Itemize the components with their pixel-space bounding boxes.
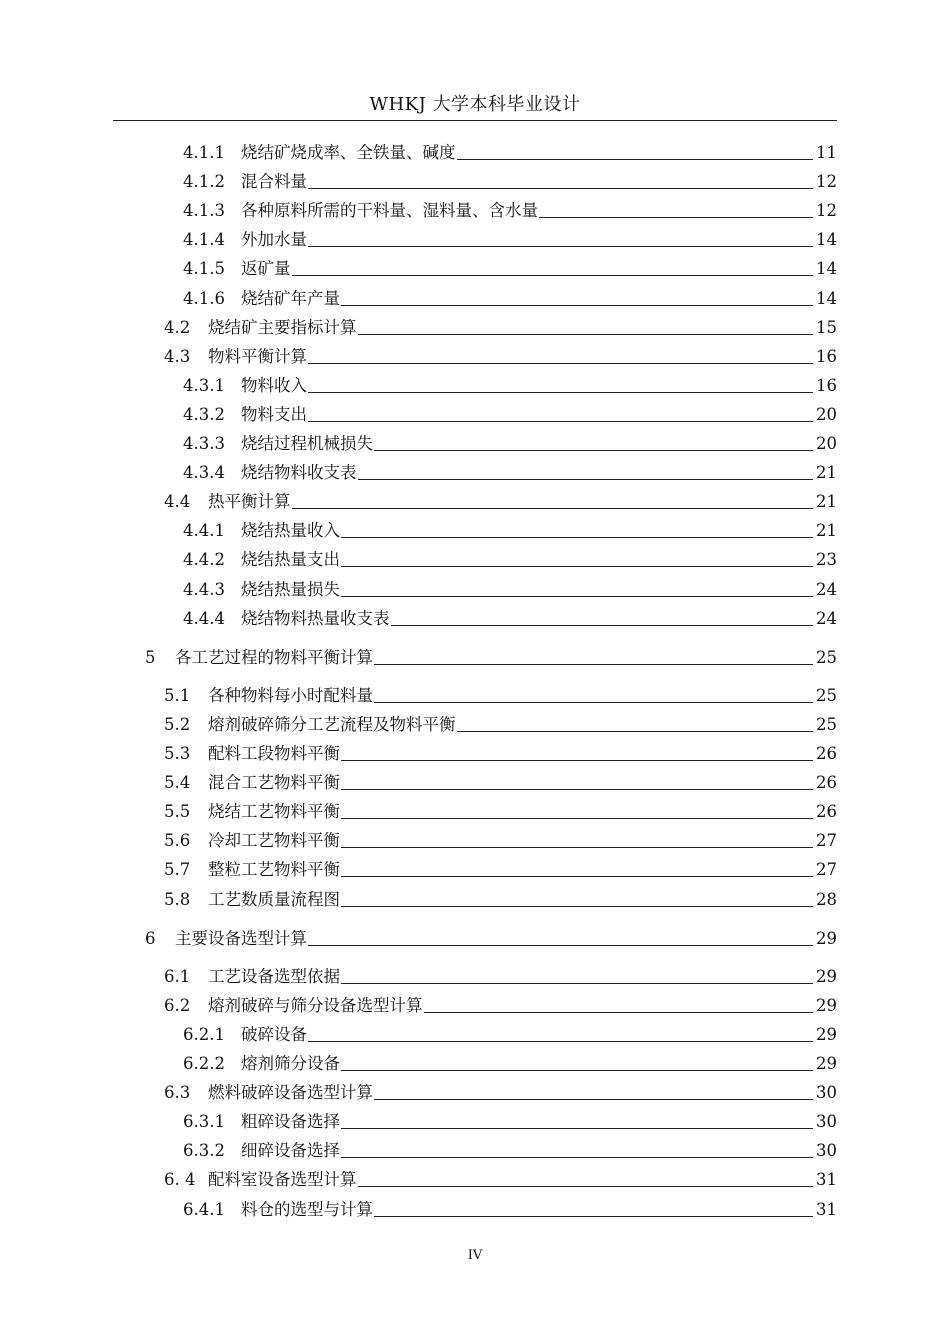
toc-entry-page: 11 — [816, 143, 837, 162]
toc-entry[interactable] — [183, 135, 837, 164]
toc-entry[interactable] — [183, 222, 837, 251]
toc-entry-page: 14 — [816, 288, 837, 308]
toc-entry[interactable] — [183, 368, 837, 397]
toc-entry-title: 物料收入 — [241, 375, 307, 395]
toc-entry[interactable] — [183, 1046, 837, 1075]
toc-entry-title: 各种物料每小时配料量 — [208, 685, 373, 705]
toc-entry[interactable] — [183, 601, 837, 630]
toc-leader-line — [308, 945, 813, 946]
toc-entry[interactable] — [164, 852, 837, 881]
toc-entry-number: 4.1.6 — [183, 288, 225, 308]
toc-entry-title: 烧结热量收入 — [241, 521, 340, 541]
toc-entry-number: 4.4 — [164, 492, 191, 512]
toc-entry[interactable] — [183, 455, 837, 484]
toc-leader-line — [374, 1099, 813, 1100]
toc-entry-title: 配料工段物料平衡 — [208, 744, 340, 763]
toc-entry-title: 烧结物料热量收支表 — [241, 608, 390, 628]
toc-leader-line — [341, 760, 813, 761]
toc-leader-line — [374, 702, 813, 703]
toc-entry-page: 12 — [816, 172, 837, 192]
toc-entry-page: 25 — [816, 647, 837, 667]
toc-entry[interactable] — [164, 794, 837, 823]
toc-entry[interactable] — [164, 959, 837, 988]
toc-entry-title: 燃料破碎设备选型计算 — [208, 1083, 373, 1103]
toc-entry-number: 5.8 — [164, 889, 191, 909]
toc-entry-title: 混合料量 — [241, 172, 307, 192]
toc-entry-title: 物料支出 — [241, 404, 307, 424]
toc-entry-number: 4.1.1 — [183, 143, 225, 162]
toc-entry-number: 5.4 — [164, 773, 191, 793]
toc-entry-title: 各种原料所需的干料量、湿料量、含水量 — [241, 201, 538, 221]
toc-leader-line — [539, 217, 813, 218]
toc-entry-number: 6 — [145, 928, 156, 948]
toc-entry-page: 20 — [816, 404, 837, 424]
page-header — [113, 92, 837, 121]
toc-entry[interactable] — [183, 572, 837, 601]
toc-leader-line — [308, 421, 813, 422]
toc-leader-line — [308, 392, 813, 393]
toc-entry-number: 6. 4 — [164, 1170, 196, 1190]
toc-entry-page: 21 — [816, 492, 837, 512]
toc-entry-title: 配料室设备选型计算 — [208, 1170, 357, 1190]
toc-leader-line — [341, 818, 813, 819]
toc-entry-page: 26 — [816, 802, 837, 822]
toc-entry-number: 5 — [145, 647, 156, 667]
toc-entry[interactable] — [183, 426, 837, 455]
toc-entry[interactable] — [183, 281, 837, 310]
toc-entry-number: 6.4.1 — [183, 1199, 225, 1219]
toc-entry-title: 烧结矿烧成率、全铁量、碱度 — [241, 143, 456, 162]
toc-entry-number: 4.3.3 — [183, 434, 225, 453]
toc-entry-number: 5.2 — [164, 714, 191, 734]
toc-leader-line — [341, 789, 813, 790]
toc-entry-page: 29 — [816, 966, 837, 986]
toc-entry-title: 工艺设备选型依据 — [208, 966, 340, 986]
toc-entry-page: 23 — [816, 550, 837, 570]
toc-entry-page: 14 — [816, 259, 837, 279]
toc-entry[interactable] — [183, 397, 837, 426]
toc-entry[interactable] — [183, 164, 837, 193]
toc-entry-page: 21 — [816, 521, 837, 541]
toc-entry-number: 4.3 — [164, 346, 191, 366]
toc-entry-title: 冷却工艺物料平衡 — [208, 831, 340, 851]
toc-entry-number: 5.6 — [164, 831, 191, 851]
toc-leader-line — [457, 159, 814, 160]
toc-entry-number: 4.3.4 — [183, 463, 225, 483]
toc-entry[interactable] — [183, 251, 837, 280]
toc-entry-page: 26 — [816, 773, 837, 793]
toc-entry[interactable] — [183, 542, 837, 571]
toc-entry-title: 各工艺过程的物料平衡计算 — [175, 647, 373, 667]
toc-entry-number: 4.3.1 — [183, 375, 225, 395]
toc-leader-line — [374, 664, 813, 665]
toc-leader-line — [341, 847, 813, 848]
toc-entry-number: 6.3.1 — [183, 1112, 225, 1132]
toc-entry[interactable] — [145, 640, 837, 669]
toc-entry[interactable] — [164, 484, 837, 513]
toc-leader-line — [341, 876, 813, 877]
toc-entry-page: 24 — [816, 608, 837, 628]
toc-leader-line — [341, 1157, 813, 1158]
toc-entry-number: 5.3 — [164, 744, 191, 763]
toc-entry-number: 4.4.3 — [183, 579, 225, 599]
toc-entry-number: 5.7 — [164, 860, 191, 880]
toc-entry-number: 6.3 — [164, 1083, 191, 1103]
toc-entry-page: 15 — [816, 317, 837, 337]
toc-entry-page: 25 — [816, 714, 837, 734]
toc-entry-number: 4.1.3 — [183, 201, 225, 221]
header-title: WHKJ 大学本科毕业设计 — [369, 94, 581, 115]
toc-leader-line — [341, 305, 813, 306]
toc-entry[interactable] — [164, 882, 837, 911]
toc-entry-page: 20 — [816, 434, 837, 453]
toc-entry[interactable] — [164, 988, 837, 1017]
toc-entry-title: 破碎设备 — [241, 1024, 307, 1044]
toc-leader-line — [308, 188, 813, 189]
toc-entry[interactable] — [183, 513, 837, 542]
toc-entry-title: 主要设备选型计算 — [175, 928, 307, 948]
toc-entry-title: 烧结矿主要指标计算 — [208, 317, 357, 337]
toc-entry-number: 4.4.2 — [183, 550, 225, 570]
toc-entry-number: 4.4.1 — [183, 521, 225, 541]
toc-entry[interactable] — [164, 310, 837, 339]
toc-entry-title: 混合工艺物料平衡 — [208, 773, 340, 793]
toc-entry-page: 30 — [816, 1083, 837, 1103]
toc-entry[interactable] — [183, 1104, 837, 1133]
toc-entry-number: 5.1 — [164, 685, 191, 705]
toc-leader-line — [308, 1041, 813, 1042]
toc-entry-number: 4.1.4 — [183, 230, 225, 250]
toc-entry-page: 27 — [816, 831, 837, 851]
toc-entry[interactable] — [164, 765, 837, 794]
toc-entry-page: 26 — [816, 744, 837, 763]
toc-entry-page: 30 — [816, 1112, 837, 1132]
toc-leader-line — [308, 246, 813, 247]
toc-leader-line — [391, 625, 814, 626]
toc-entry[interactable] — [164, 339, 837, 368]
toc-entry[interactable] — [164, 823, 837, 852]
toc-entry-page: 14 — [816, 230, 837, 250]
toc-entry-page: 28 — [816, 889, 837, 909]
toc-entry-page: 16 — [816, 375, 837, 395]
toc-leader-line — [374, 1216, 813, 1217]
toc-leader-line — [341, 566, 813, 567]
toc-entry-number: 6.2.2 — [183, 1054, 225, 1073]
toc-leader-line — [341, 537, 813, 538]
page-number: IV — [467, 1248, 483, 1263]
toc-entry-title: 烧结工艺物料平衡 — [208, 802, 340, 822]
toc-leader-line — [341, 906, 813, 907]
toc-entry-page: 24 — [816, 579, 837, 599]
toc-entry-page: 29 — [816, 928, 837, 948]
toc-entry[interactable] — [164, 736, 837, 765]
toc-entry-title: 返矿量 — [241, 259, 291, 279]
toc-leader-line — [341, 983, 813, 984]
toc-entry[interactable] — [145, 921, 837, 950]
toc-entry[interactable] — [183, 1192, 837, 1221]
toc-entry-page: 29 — [816, 1054, 837, 1073]
toc-entry-page: 29 — [816, 995, 837, 1015]
toc-entry[interactable] — [183, 193, 837, 222]
toc-entry-title: 粗碎设备选择 — [241, 1112, 340, 1132]
toc-entry-page: 27 — [816, 860, 837, 880]
toc-leader-line — [308, 363, 813, 364]
toc-leader-line — [374, 450, 813, 451]
toc-entry-title: 物料平衡计算 — [208, 346, 307, 366]
toc-entry-title: 外加水量 — [241, 230, 307, 250]
toc-entry-number: 6.3.2 — [183, 1141, 225, 1161]
toc-leader-line — [292, 275, 814, 276]
toc-leader-line — [424, 1012, 814, 1013]
toc-leader-line — [358, 334, 814, 335]
toc-entry-title: 烧结热量损失 — [241, 579, 340, 599]
toc-leader-line — [457, 731, 814, 732]
toc-leader-line — [341, 1070, 813, 1071]
toc-leader-line — [358, 479, 814, 480]
toc-entry-number: 4.3.2 — [183, 404, 225, 424]
toc-entry-title: 料仓的选型与计算 — [241, 1199, 373, 1219]
toc-entry-number: 6.2.1 — [183, 1024, 225, 1044]
toc-entry[interactable] — [183, 1017, 837, 1046]
toc-entry-number: 4.4.4 — [183, 608, 225, 628]
toc-leader-line — [358, 1186, 814, 1187]
toc-entry-title: 熔剂破碎与筛分设备选型计算 — [208, 995, 423, 1015]
toc-entry-title: 烧结矿年产量 — [241, 288, 340, 308]
toc-entry-title: 烧结过程机械损失 — [241, 434, 373, 453]
toc-entry[interactable] — [164, 1075, 837, 1104]
toc-entry-number: 5.5 — [164, 802, 191, 822]
toc-entry-page: 30 — [816, 1141, 837, 1161]
toc-entry-number: 4.1.5 — [183, 259, 225, 279]
toc-leader-line — [341, 596, 813, 597]
toc-entry-page: 25 — [816, 685, 837, 705]
toc-entry[interactable] — [164, 1162, 837, 1191]
toc-entry-title: 熔剂破碎筛分工艺流程及物料平衡 — [208, 714, 456, 734]
toc-entry-title: 整粒工艺物料平衡 — [208, 860, 340, 880]
toc-entry-number: 6.1 — [164, 966, 191, 986]
toc-entry-number: 6.2 — [164, 995, 191, 1015]
toc-entry-number: 4.1.2 — [183, 172, 225, 192]
toc-entry-title: 烧结热量支出 — [241, 550, 340, 570]
toc-entry-page: 21 — [816, 463, 837, 483]
toc-leader-line — [341, 1128, 813, 1129]
toc-entry-number: 4.2 — [164, 317, 191, 337]
toc-entry-page: 31 — [816, 1199, 837, 1219]
toc-entry-page: 31 — [816, 1170, 837, 1190]
toc-entry-page: 16 — [816, 346, 837, 366]
toc-entry[interactable] — [164, 707, 837, 736]
toc-entry-title: 细碎设备选择 — [241, 1141, 340, 1161]
toc-entry[interactable] — [183, 1133, 837, 1162]
toc-leader-line — [292, 508, 814, 509]
toc-entry-title: 烧结物料收支表 — [241, 463, 357, 483]
toc-entry[interactable] — [164, 678, 837, 707]
toc-entry-title: 热平衡计算 — [208, 492, 291, 512]
toc-entry-page: 29 — [816, 1024, 837, 1044]
toc-entry-page: 12 — [816, 201, 837, 221]
toc-entry-title: 工艺数质量流程图 — [208, 889, 340, 909]
toc-entry-title: 熔剂筛分设备 — [241, 1054, 340, 1073]
